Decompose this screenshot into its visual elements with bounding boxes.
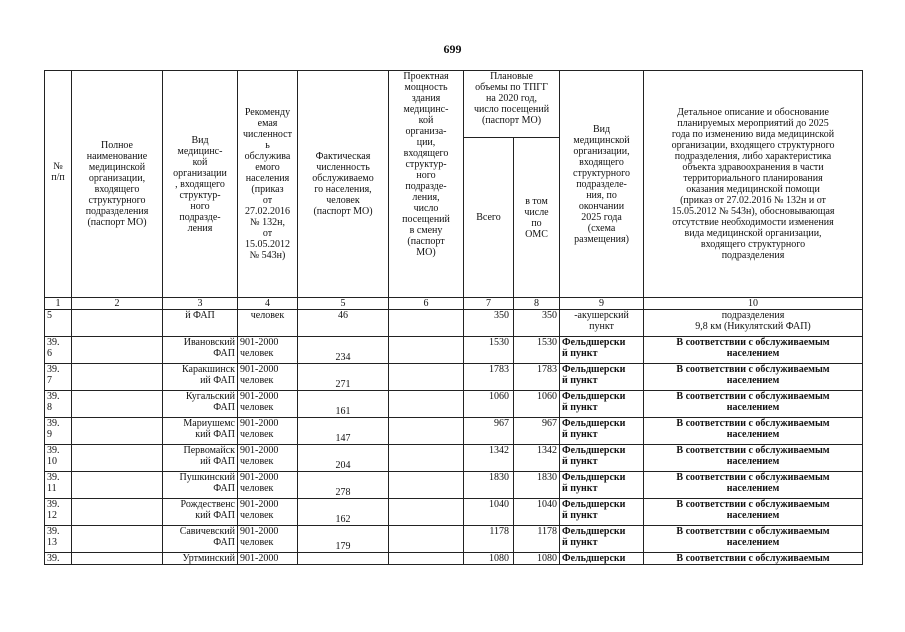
row-number: 39. 7 bbox=[45, 364, 72, 391]
row-org-name: Каракшинск ий ФАП bbox=[163, 364, 238, 391]
row-kind-2025: Фельдшерски bbox=[560, 553, 644, 565]
row-number: 39. 10 bbox=[45, 445, 72, 472]
column-number: 4 bbox=[238, 298, 298, 310]
row-recommended: 901-2000 bbox=[238, 553, 298, 565]
row-capacity bbox=[389, 472, 464, 499]
row-actual: 46 bbox=[298, 310, 389, 337]
row-capacity bbox=[389, 391, 464, 418]
row-org-name: Савичевский ФАП bbox=[163, 526, 238, 553]
row-number: 39. 6 bbox=[45, 337, 72, 364]
row-capacity bbox=[389, 499, 464, 526]
row-kind-2025: -акушерский пункт bbox=[560, 310, 644, 337]
row-name-empty bbox=[72, 553, 163, 565]
row-actual: 147 bbox=[298, 418, 389, 445]
row-number: 39. 9 bbox=[45, 418, 72, 445]
header-planned-volumes: Плановые объемы по ТПГГ на 2020 год, число посещений (паспорт МО) bbox=[464, 71, 560, 138]
row-name-empty bbox=[72, 499, 163, 526]
header-org-kind: Вид медицинс- кой организации , входящего структур- ного подразде- ления bbox=[163, 71, 238, 298]
page-number: 699 bbox=[443, 42, 462, 56]
row-org-name: Пушкинский ФАП bbox=[163, 472, 238, 499]
row-description: В соответствии с обслуживаемым населением bbox=[644, 391, 863, 418]
row-total: 1530 bbox=[464, 337, 514, 364]
row-total: 1178 bbox=[464, 526, 514, 553]
row-capacity bbox=[389, 364, 464, 391]
row-actual: 278 bbox=[298, 472, 389, 499]
row-kind-2025: Фельдшерски й пункт bbox=[560, 526, 644, 553]
row-actual bbox=[298, 553, 389, 565]
row-kind-2025: Фельдшерски й пункт bbox=[560, 472, 644, 499]
row-description: В соответствии с обслуживаемым населением bbox=[644, 445, 863, 472]
table-row bbox=[45, 553, 863, 565]
column-number: 7 bbox=[464, 298, 514, 310]
header-oms: в том числе по ОМС bbox=[514, 138, 560, 298]
row-actual: 271 bbox=[298, 364, 389, 391]
row-org-kind: й ФАП bbox=[163, 310, 238, 337]
row-kind-2025: Фельдшерски й пункт bbox=[560, 445, 644, 472]
row-number: 39. bbox=[45, 553, 72, 565]
column-number: 2 bbox=[72, 298, 163, 310]
header-actual-population: Фактическая численность обслуживаемо го населения, человек (паспорт МО) bbox=[298, 71, 389, 298]
row-recommended: 901-2000 человек bbox=[238, 391, 298, 418]
column-number: 1 bbox=[45, 298, 72, 310]
row-oms: 1783 bbox=[514, 364, 560, 391]
row-description: В соответствии с обслуживаемым населением bbox=[644, 499, 863, 526]
row-actual: 162 bbox=[298, 499, 389, 526]
row-description: В соответствии с обслуживаемым населением bbox=[644, 472, 863, 499]
table-row bbox=[45, 337, 863, 364]
row-oms: 1060 bbox=[514, 391, 560, 418]
row-oms: 1342 bbox=[514, 445, 560, 472]
row-recommended: 901-2000 человек bbox=[238, 526, 298, 553]
row-recommended: 901-2000 человек bbox=[238, 472, 298, 499]
row-description: В соответствии с обслуживаемым bbox=[644, 553, 863, 565]
row-oms: 967 bbox=[514, 418, 560, 445]
row-org-name: Ивановский ФАП bbox=[163, 337, 238, 364]
row-recommended: 901-2000 человек bbox=[238, 499, 298, 526]
row-capacity bbox=[389, 310, 464, 337]
row-kind-2025: Фельдшерски й пункт bbox=[560, 337, 644, 364]
column-number: 5 bbox=[298, 298, 389, 310]
row-oms: 1178 bbox=[514, 526, 560, 553]
row-actual: 161 bbox=[298, 391, 389, 418]
row-capacity bbox=[389, 445, 464, 472]
row-actual: 234 bbox=[298, 337, 389, 364]
row-name-empty bbox=[72, 337, 163, 364]
row-name-empty bbox=[72, 472, 163, 499]
table-row bbox=[45, 418, 863, 445]
row-number: 5 bbox=[45, 310, 72, 337]
row-name bbox=[72, 310, 163, 337]
row-recommended: человек bbox=[238, 310, 298, 337]
row-number: 39. 8 bbox=[45, 391, 72, 418]
row-recommended: 901-2000 человек bbox=[238, 337, 298, 364]
header-org-kind-2025: Вид медицинской организации, входящего структурного подразделе- ния, по окончании 2025 года (схема размещения) bbox=[560, 71, 644, 298]
column-number: 3 bbox=[163, 298, 238, 310]
row-org-name: Кугальский ФАП bbox=[163, 391, 238, 418]
row-capacity bbox=[389, 337, 464, 364]
row-name-empty bbox=[72, 364, 163, 391]
row-number: 39. 12 bbox=[45, 499, 72, 526]
table-row bbox=[45, 310, 863, 337]
row-description: В соответствии с обслуживаемым населением bbox=[644, 364, 863, 391]
row-org-name: Уртминский bbox=[163, 553, 238, 565]
table-row bbox=[45, 526, 863, 553]
row-name-empty bbox=[72, 445, 163, 472]
row-org-name: Мариушемс кий ФАП bbox=[163, 418, 238, 445]
row-oms: 1080 bbox=[514, 553, 560, 565]
row-total: 350 bbox=[464, 310, 514, 337]
row-total: 1060 bbox=[464, 391, 514, 418]
table-row bbox=[45, 472, 863, 499]
row-org-name: Рождественс кий ФАП bbox=[163, 499, 238, 526]
table-row bbox=[45, 391, 863, 418]
header-number: № п/п bbox=[45, 71, 72, 298]
row-number: 39. 13 bbox=[45, 526, 72, 553]
row-recommended: 901-2000 человек bbox=[238, 445, 298, 472]
row-kind-2025: Фельдшерски й пункт bbox=[560, 418, 644, 445]
row-org-name: Первомайск ий ФАП bbox=[163, 445, 238, 472]
header-design-capacity: Проектная мощность здания медицинс- кой организа- ции, входящего структур- ного подразде- ления, число посещений в смену (паспорт МО) bbox=[389, 71, 464, 298]
column-number: 6 bbox=[389, 298, 464, 310]
row-oms: 1040 bbox=[514, 499, 560, 526]
row-number: 39. 11 bbox=[45, 472, 72, 499]
table-row bbox=[45, 445, 863, 472]
header-recommended-population: Рекоменду емая численност ь обслужива емого населения (приказ от 27.02.2016 № 132н, от 15.05.2012 № 543н) bbox=[238, 71, 298, 298]
row-total: 1783 bbox=[464, 364, 514, 391]
row-actual: 204 bbox=[298, 445, 389, 472]
row-total: 1040 bbox=[464, 499, 514, 526]
table-row bbox=[45, 364, 863, 391]
row-capacity bbox=[389, 526, 464, 553]
column-number-row bbox=[45, 298, 863, 310]
row-total: 967 bbox=[464, 418, 514, 445]
row-actual: 179 bbox=[298, 526, 389, 553]
row-description: В соответствии с обслуживаемым населением bbox=[644, 418, 863, 445]
row-recommended: 901-2000 человек bbox=[238, 418, 298, 445]
column-number: 10 bbox=[644, 298, 863, 310]
row-oms: 1530 bbox=[514, 337, 560, 364]
row-oms: 1830 bbox=[514, 472, 560, 499]
row-oms: 350 bbox=[514, 310, 560, 337]
row-total: 1080 bbox=[464, 553, 514, 565]
header-total: Всего bbox=[464, 138, 514, 298]
row-name-empty bbox=[72, 526, 163, 553]
row-total: 1830 bbox=[464, 472, 514, 499]
header-full-name: Полное наименование медицинской организации, входящего структурного подразделения (паспорт МО) bbox=[72, 71, 163, 298]
row-kind-2025: Фельдшерски й пункт bbox=[560, 391, 644, 418]
row-name-empty bbox=[72, 418, 163, 445]
row-name-empty bbox=[72, 391, 163, 418]
facilities-table bbox=[44, 70, 863, 565]
header-description: Детальное описание и обоснование планируемых мероприятий до 2025 года по изменению вида медицинской организации, входящего структурного подразделения, либо характеристика объекта здравоохранения в части территориального планирования оказания медицинской помощи (приказ от 27.02.2016 № 132н и от 15.05.2012 № 543н), обосновывающая отсутствие необходимости изменения вида медицинской организации, входящего структурного подразделения bbox=[644, 71, 863, 298]
row-kind-2025: Фельдшерски й пункт bbox=[560, 499, 644, 526]
row-recommended: 901-2000 человек bbox=[238, 364, 298, 391]
column-number: 9 bbox=[560, 298, 644, 310]
row-kind-2025: Фельдшерски й пункт bbox=[560, 364, 644, 391]
row-total: 1342 bbox=[464, 445, 514, 472]
table-row bbox=[45, 499, 863, 526]
row-capacity bbox=[389, 418, 464, 445]
column-number: 8 bbox=[514, 298, 560, 310]
row-description: В соответствии с обслуживаемым населением bbox=[644, 526, 863, 553]
row-description: подразделения 9,8 км (Никулятский ФАП) bbox=[644, 310, 863, 337]
row-description: В соответствии с обслуживаемым населением bbox=[644, 337, 863, 364]
row-capacity bbox=[389, 553, 464, 565]
